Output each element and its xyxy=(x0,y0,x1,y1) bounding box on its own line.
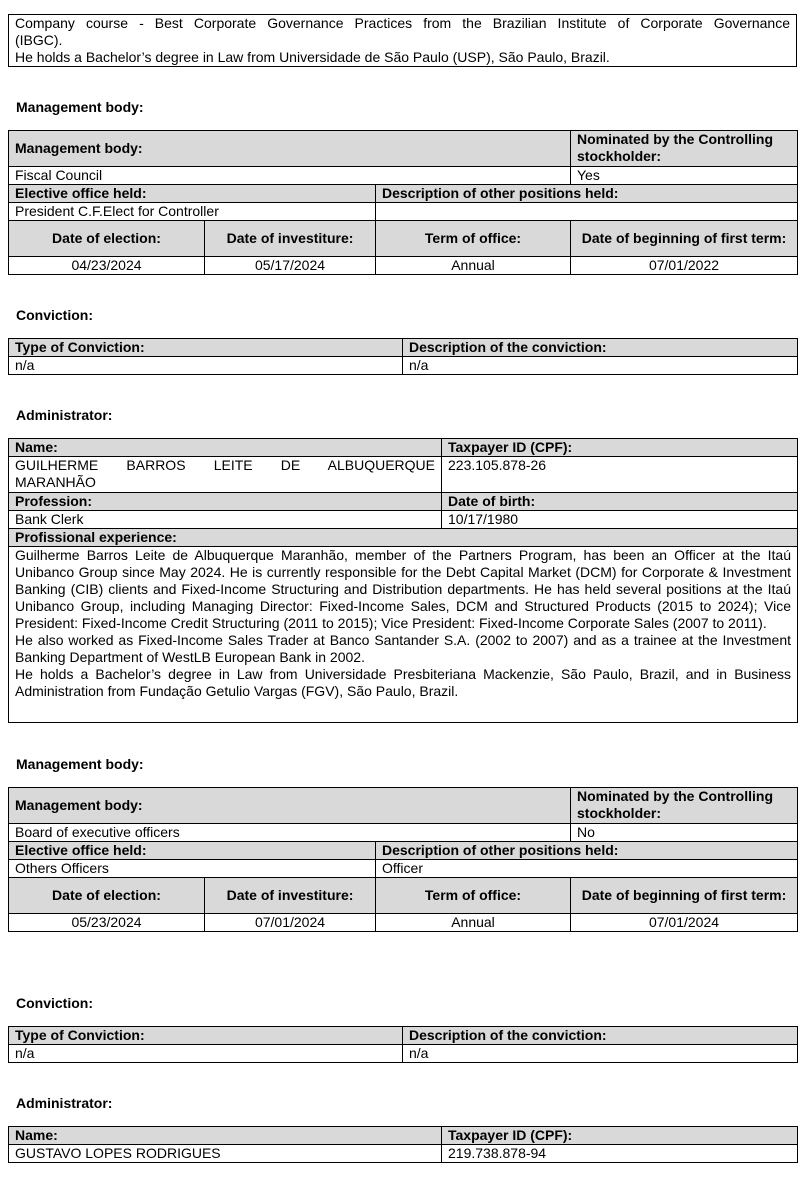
conviction-type-label: Type of Conviction: xyxy=(9,339,403,357)
education-table xyxy=(8,14,797,67)
name-line-1: GUILHERME BARROS LEITE DE ALBUQUERQUE xyxy=(15,457,435,473)
management-body-value: Board of executive officers xyxy=(9,824,571,842)
cpf-value: 223.105.878-26 xyxy=(442,457,798,493)
management-body-heading-2: Management body: xyxy=(16,756,144,772)
management-body-value: Fiscal Council xyxy=(9,167,571,185)
date-election-value: 05/23/2024 xyxy=(9,914,205,932)
administrator-table xyxy=(8,438,798,723)
experience-text xyxy=(9,547,798,723)
term-label: Term of office: xyxy=(376,878,571,914)
course-line-2: (IBGC). xyxy=(15,32,63,48)
dob-label: Date of birth: xyxy=(442,493,798,511)
nominated-value: No xyxy=(571,824,798,842)
degree-line: He holds a Bachelor’s degree in Law from Universidade de São Paulo (USP), São Paulo, Brazil. xyxy=(15,49,610,65)
other-positions-value: Officer xyxy=(376,860,798,878)
management-body-heading: Management body: xyxy=(16,99,144,115)
date-investiture-label: Date of investiture: xyxy=(205,221,376,257)
cpf-value: 219.738.878-94 xyxy=(442,1145,798,1163)
conviction-type-label: Type of Conviction: xyxy=(9,1027,403,1045)
cpf-label: Taxpayer ID (CPF): xyxy=(442,439,798,457)
elective-office-label: Elective office held: xyxy=(9,185,376,203)
first-term-value: 07/01/2022 xyxy=(571,257,798,275)
nominated-label: Nominated by the Controlling stockholder: xyxy=(571,788,798,824)
date-election-value: 04/23/2024 xyxy=(9,257,205,275)
elective-office-value: Others Officers xyxy=(9,860,376,878)
conviction-desc-label: Description of the conviction: xyxy=(403,339,798,357)
conviction-heading: Conviction: xyxy=(16,307,93,323)
administrator-heading: Administrator: xyxy=(16,407,113,423)
management-body-table-2 xyxy=(8,787,798,932)
name-value xyxy=(9,457,442,493)
conviction-table xyxy=(8,338,798,375)
conviction-desc-label: Description of the conviction: xyxy=(403,1027,798,1045)
conviction-desc-value: n/a xyxy=(403,357,798,375)
date-election-label: Date of election: xyxy=(9,221,205,257)
education-cell xyxy=(9,15,797,67)
nominated-label: Nominated by the Controlling stockholder: xyxy=(571,131,798,167)
administrator-heading-2: Administrator: xyxy=(16,1095,113,1111)
first-term-label: Date of beginning of first term: xyxy=(571,878,798,914)
conviction-heading-2: Conviction: xyxy=(16,995,93,1011)
administrator-table-2 xyxy=(8,1126,798,1163)
management-body-label: Management body: xyxy=(9,788,571,824)
date-investiture-value: 05/17/2024 xyxy=(205,257,376,275)
elective-office-value: President C.F.Elect for Controller xyxy=(9,203,376,221)
conviction-desc-value: n/a xyxy=(403,1045,798,1063)
first-term-value: 07/01/2024 xyxy=(571,914,798,932)
name-label: Name: xyxy=(9,439,442,457)
elective-office-label: Elective office held: xyxy=(9,842,376,860)
management-body-label: Management body: xyxy=(9,131,571,167)
experience-paragraph-2: He also worked as Fixed-Income Sales Trader at Banco Santander S.A. (2002 to 2007) and as a trainee at the Investment Banking Department of WestLB European Bank in 2002. xyxy=(15,632,791,665)
conviction-type-value: n/a xyxy=(9,357,403,375)
name-value: GUSTAVO LOPES RODRIGUES xyxy=(9,1145,442,1163)
other-positions-label: Description of other positions held: xyxy=(376,842,798,860)
other-positions-label: Description of other positions held: xyxy=(376,185,798,203)
date-election-label: Date of election: xyxy=(9,878,205,914)
profession-value: Bank Clerk xyxy=(9,511,442,529)
date-investiture-label: Date of investiture: xyxy=(205,878,376,914)
experience-paragraph-3: He holds a Bachelor’s degree in Law from Universidade Presbiteriana Mackenzie, São Paulo, Brazil, and in Business Administration from Fundação Getulio Vargas (FGV), São Paulo, Brazil. xyxy=(15,666,791,699)
other-positions-value xyxy=(376,203,798,221)
first-term-label: Date of beginning of first term: xyxy=(571,221,798,257)
conviction-type-value: n/a xyxy=(9,1045,403,1063)
experience-paragraph-1: Guilherme Barros Leite de Albuquerque Maranhão, member of the Partners Program, has been an Officer at the Itaú Unibanco Group since May 2024. He is currently responsible for the Debt Capital Market (DCM) for Corporate & Investment Banking (CIB) clients and Fixed-Income Structuring and Distribution departments. He has held several positions at the Itaú Unibanco Group, including Managing Director: Fixed-Income Sales, DCM and Structured Products (2015 to 2024); Vice President: Fixed-Income Credit Structuring (2011 to 2015); Vice President: Fixed-Income Corporate Sales (2007 to 2011). xyxy=(15,547,791,631)
name-line-2: MARANHÃO xyxy=(15,474,96,490)
management-body-table xyxy=(8,130,798,275)
term-value: Annual xyxy=(376,914,571,932)
date-investiture-value: 07/01/2024 xyxy=(205,914,376,932)
course-line-1: Company course - Best Corporate Governance Practices from the Brazilian Institute of Corporate Governance xyxy=(15,15,790,31)
name-label: Name: xyxy=(9,1127,442,1145)
conviction-table-2 xyxy=(8,1026,798,1063)
experience-label: Profissional experience: xyxy=(9,529,798,547)
profession-label: Profession: xyxy=(9,493,442,511)
term-label: Term of office: xyxy=(376,221,571,257)
term-value: Annual xyxy=(376,257,571,275)
cpf-label: Taxpayer ID (CPF): xyxy=(442,1127,798,1145)
dob-value: 10/17/1980 xyxy=(442,511,798,529)
nominated-value: Yes xyxy=(571,167,798,185)
